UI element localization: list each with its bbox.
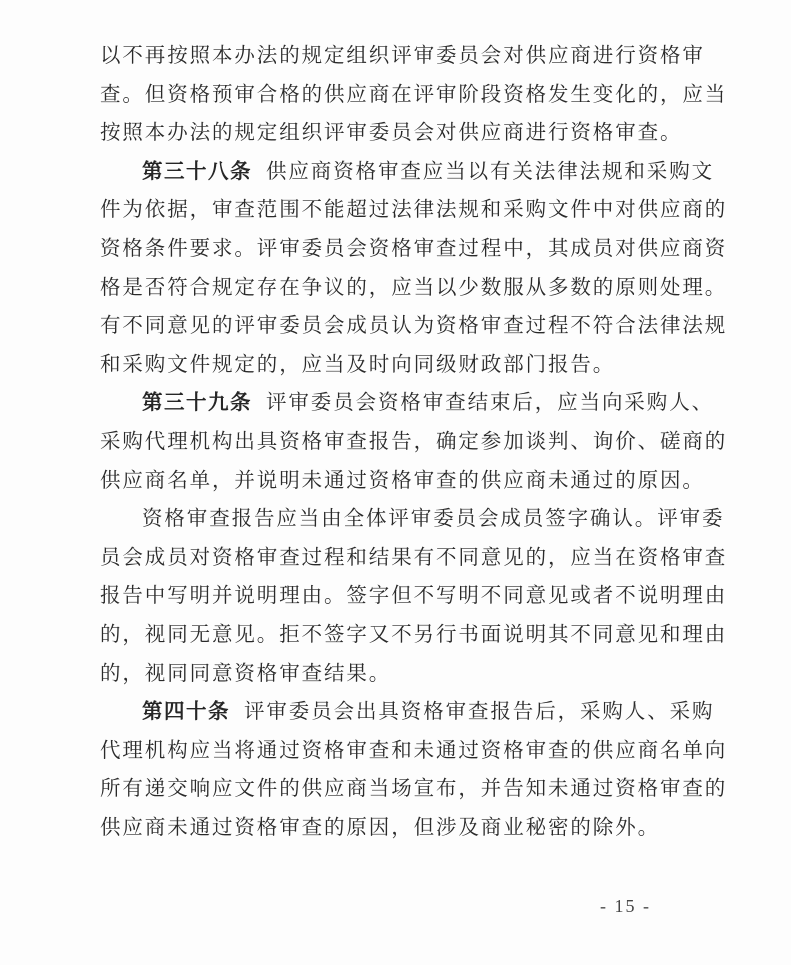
article-number: 第三十八条 — [142, 158, 252, 183]
text-line: 所有递交响应文件的供应商当场宣布，并告知未通过资格审查的 — [100, 776, 728, 801]
article-text: 评审委员会出具资格审查报告后，采购人、采购 — [244, 699, 715, 724]
article-text: 评审委员会资格审查结束后，应当向采购人、 — [266, 390, 714, 415]
text-line: 的，视同同意资格审查结果。 — [100, 660, 392, 685]
article-text: 供应商资格审查应当以有关法律法规和采购文 — [266, 158, 714, 183]
text-line: 代理机构应当将通过资格审查和未通过资格审查的供应商名单向 — [100, 737, 728, 762]
text-line: 按照本办法的规定组织评审委员会对供应商进行资格审查。 — [100, 120, 683, 145]
text-line: 以不再按照本办法的规定组织评审委员会对供应商进行资格审 — [100, 43, 705, 67]
text-line: 供应商名单，并说明未通过资格审查的供应商未通过的原因。 — [100, 467, 705, 492]
text-line: 件为依据，审查范围不能超过法律法规和采购文件中对供应商的 — [100, 197, 728, 222]
text-line: 有不同意见的评审委员会成员认为资格审查过程不符合法律法规 — [100, 313, 728, 338]
text-line: 和采购文件规定的，应当及时向同级财政部门报告。 — [100, 351, 616, 376]
text-line: 供应商未通过资格审查的原因，但涉及商业秘密的除外。 — [100, 814, 660, 839]
text-line: 员会成员对资格审查过程和结果有不同意见的，应当在资格审查 — [100, 544, 728, 569]
text-line: 资格条件要求。评审委员会资格审查过程中，其成员对供应商资 — [100, 235, 728, 260]
text-line: 报告中写明并说明理由。签字但不写明不同意见或者不说明理由 — [100, 583, 728, 608]
paragraph-first-line: 资格审查报告应当由全体评审委员会成员签字确认。评审委 — [142, 506, 725, 531]
article-38-heading-line — [100, 152, 714, 191]
article-39-heading-line — [100, 383, 714, 422]
text-line: 查。但资格预审合格的供应商在评审阶段资格发生变化的，应当 — [100, 81, 728, 106]
text-line: 采购代理机构出具资格审查报告，确定参加谈判、询价、磋商的 — [100, 428, 728, 453]
article-number: 第四十条 — [142, 699, 230, 724]
page-number: - 15 - — [600, 896, 651, 916]
text-line: 的，视同无意见。拒不签字又不另行书面说明其不同意见和理由 — [100, 621, 728, 646]
document-body — [100, 36, 728, 846]
text-line: 格是否符合规定存在争议的，应当以少数服从多数的原则处理。 — [100, 274, 728, 299]
article-number: 第三十九条 — [142, 390, 252, 415]
article-40-heading-line — [100, 692, 715, 731]
